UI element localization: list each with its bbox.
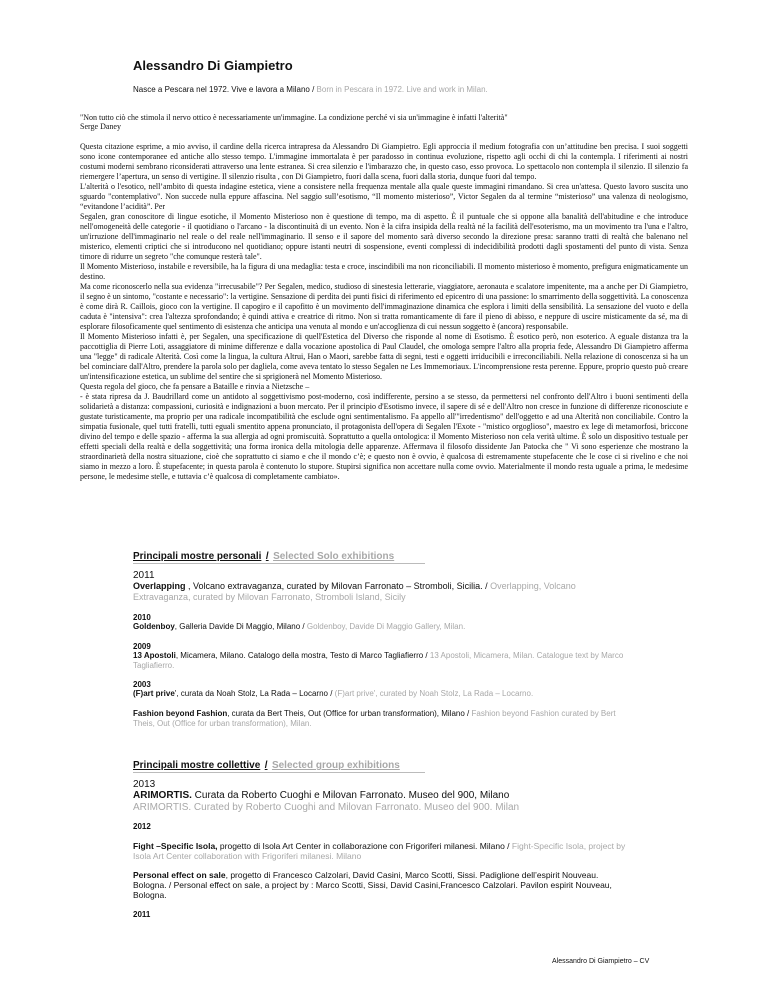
exhibition-entry — [133, 841, 633, 861]
exhibition-detail-en: Goldenboy, Davide Di Maggio Gallery, Milan. — [306, 622, 466, 631]
birth-english: Born in Pescara in 1972. Live and work in Milan. — [316, 85, 488, 94]
solo-2003 — [133, 680, 633, 729]
year-label: 2009 — [133, 642, 151, 651]
group-2012-a — [133, 841, 633, 861]
page-footer: Alessandro Di Giampietro – CV — [552, 958, 650, 965]
group-title-sep: / — [264, 760, 268, 771]
essay-paragraph: - è stata ripresa da J. Baudrillard come un antidoto al soggettivismo post-moderno, così indifferente, persino a se stesso, da permettersi nel confronto dell'Altro i buoni sentimenti della solidarietà a distanza: compassioni, curiosità e indignazioni a buon mercato. Per il principio d'Esotismo invece, il sapere di sé e dell'Altro non cresce in funzione di differenze riconosciute e gustate turisticamente, ma proprio per una radicale incompatibilità che esclude ogni sentimentalismo. Fa appello all'"irredentismo" dell'oggetto e ad una Alterità non conciliabile. Contro la simpatia fusionale, quel tutti fratelli, tutti eguali smentito appena pronunciato, il protagonista dell'opera di Segalen l'Exote - "mistico orgoglioso", maestro ex lege di metamorfosi, briccone divino del tempo e delle spazio - afferma la sua allergia ad ogni promiscuità. Soprattutto a quella ontologica: il Momento Misterioso non cela verità ultime. È solo un dispositivo testuale per effetti speciali della realtà e della soggettività; una forma ironica della mitologia delle apparenze. Affermava il filosofo dissidente Jan Patocka che " Vi sono esperienze che mostrano la straordinarietà della nostra situazione, cioè che soprattutto ci siamo e che il mondo c’è; e questo non è ovvio, è qualcosa di estremamente stupefacente che le cose ci si rivelino e che noi siamo in mezzo a loro. È stupefacente; in questa parola è contenuto lo stupore. Stupirsi significa non accettare nulla come ovvio. Materialmente il mondo resta uguale a prima, le medesime persone, le medesime stelle, e tuttavia c’è qualcosa di completamente cambiato». — [80, 392, 688, 481]
group-title-en: Selected group exhibitions — [271, 760, 400, 771]
essay-paragraph: Questa regola del gioco, che fa pensare a Bataille e rinvia a Nietzsche – — [80, 382, 310, 391]
birth-line — [133, 85, 653, 94]
exhibition-detail-en: Fight-Specific Isola, project by Isola Art Center collaboration with Frigoriferi milanesi. Milano — [133, 841, 626, 861]
birth-italian: Nasce a Pescara nel 1972. Vive e lavora a Milano / — [133, 85, 315, 94]
divider — [133, 563, 425, 564]
exhibition-title: 13 Apostoli — [133, 651, 176, 660]
solo-2010 — [133, 613, 633, 632]
essay-paragraph: Questa citazione esprime, a mio avviso, il cardine della ricerca intrapresa da Alessandro Di Giampietro. Egli approccia il medium fotografia con un’attitudine ben precisa. I suoi soggetti sono icone contemporanee ed antiche allo stesso tempo. L'immagine immortalata è per paradosso in continua evoluzione, rispetto agli occhi di chi la contempla. I riferimenti ai nostri costumi moderni sembrano riconsiderati attraverso una lente estranea. Si crea silenzio e l'imbarazzo che, in questo caso, esso provoca. Lo spettacolo non contempla il silenzio. Il silenzio fa riemergere l’apertura, un senso di vertigine. Il silenzio risulta , con Di Giampietro, fuori dalla scena, fuori dalla storia, dunque fuori dal tempo. — [80, 142, 688, 181]
year-label: 2012 — [133, 822, 151, 831]
exhibition-title: Overlapping — [133, 581, 186, 591]
exhibition-entry — [133, 622, 633, 632]
exhibition-detail-en: Overlapping, Volcano Extravaganza, curated by Milovan Farronato, Stromboli Island, Sicily — [133, 581, 576, 602]
group-2012 — [133, 822, 633, 831]
exhibition-detail-en: ARIMORTIS. Curated by Roberto Cuoghi and Milovan Farronato. Museo del 900. Milan — [133, 802, 520, 813]
exhibition-detail-en: (F)art prive', curated by Noah Stolz, La Rada – Locarno. — [334, 689, 534, 698]
exhibition-entry — [133, 790, 633, 802]
exhibition-title: Fashion beyond Fashion — [133, 709, 228, 718]
exhibition-detail-it: progetto di Isola Art Center in collaborazione con Frigoriferi milanesi. Milano / — [217, 841, 512, 851]
exhibition-title: ARIMORTIS. — [133, 790, 192, 801]
exhibition-detail-it: , Micamera, Milano. Catalogo della mostra, Testo di Marco Tagliafierro / — [175, 651, 430, 660]
essay-paragraph: Il Momento Misterioso infatti è, per Segalen, una specificazione di quell'Estetica del Diverso che risponde al nome di Esotismo. È esotico però, non esoterico. A eguale distanza tra la paccottiglia di Pierre Loti, assaggiatore di minime differenze e dalla vocazione apostolica di Paul Claudel, che omologa sempre l'altro alla propria fede, Alessandro Di Giampietro afferma una "legge" di radicale Alterità. Così come la lingua, la cultura Altrui, Han o Maori, sarebbe fatta di segni, testi e oggetti irriducibili e irreconciliabili. Nella relazione di conoscenza si ha un bel cominciare dall'Altro, prendere la parola solo per dagliela, come aveva tentato lo stesso Segalen ne Les Immemoriaux. L'incomprensione resta perenne. Eppure, proprio questo può creare un'intensificazione estetica, un sublime del sentire che si sprigionerà nel Momento Misterioso. — [80, 332, 688, 381]
group-exhibitions-heading — [133, 755, 633, 773]
solo-exhibitions-heading — [133, 546, 633, 564]
divider — [133, 772, 425, 773]
essay-paragraph: Segalen, gran conoscitore di lingue esotiche, il Momento Misterioso non è questione di tempo, ma di aspetto. È il puntuale che si oppone alla banalità dell'abitudine e che introduce nell'omogeneità delle categorie - il quotidiano o l'arcano - la discontinuità di un evento. Non è la cifra insipida della realtà né la facilità dell'esoterismo, ma un movimento tra l'una e l'altro, un'irruzione dell'immaginario nel reale o del reale nell'immaginario. Il senso e il sapore del momento sarà diverso secondo la direzione presa: saranno tratti di realtà che balenano nel misterico, elementi criptici che si introducono nel quotidiano; oppure istanti neutri di sospensione, eventi complessi di indecidibilità prodotti dagli spostamenti del punto di vista. Senza timore di ridurre un segreto "che comunque resterà tale". — [80, 212, 688, 261]
exhibition-title: Fight –Specific Isola, — [133, 841, 218, 851]
exhibition-detail-en: 13 Apostoli, Micamera, Milan. Catalogue text by Marco Tagliafierro. — [133, 651, 624, 670]
year-label: 2010 — [133, 613, 151, 622]
group-2013 — [133, 779, 633, 814]
solo-title-en: Selected Solo exhibitions — [273, 551, 395, 562]
exhibition-detail-en: Fashion beyond Fashion curated by Bert Theis, Out (Office for urban transformation), Milan. — [133, 709, 616, 728]
epigraph-quote — [80, 113, 688, 131]
exhibition-entry — [133, 651, 633, 671]
exhibition-detail-it: ', curata da Noah Stolz, La Rada – Locarno / — [174, 689, 335, 698]
essay-paragraph: Ma come riconoscerlo nella sua evidenza "irrecusabile"? Per Segalen, medico, studioso di sinestesia letterarie, viaggiatore, aeronauta e scalatore impenitente, ma a anche per Di Giampietro, il segno è un sintomo, "costante e necessario": la vertigine. Sensazione di perdita dei punti fisici di riferimento ed epicentro di una passione: lo smarrimento della soggettività. La conoscenza è come dirà R. Caillois, gioco con la vertigine. Il capogiro e il capofitto è un movimento dell'immaginazione dinamica che esplora i limiti della sensibilità. La sensazione del vuoto e della caduta è "intensiva": crea l'altezza sprofondando; è quindi attiva e creatrice di ritmo. Non si tratta romanticamente di fare il pieno di abisso, e neppure di uscire misticamente da sé, ma di esplorare filosoficamente quel sentimento di esistenza che anticipa una venuta al mondo e un'accoglienza di cui nessun soggetto è (ancora) responsabile. — [80, 282, 688, 331]
essay-paragraph: L'alterità o l'esotico, nell’ambito di questa indagine estetica, viene a consistere nella frequenza mentale alla quale queste immagini rimandano. Si crea un'attesa. Questo lavoro suscita uno sguardo "contemplativo". Non succede nulla eppure affascina. Nel saggio sull’esotismo, “Il momento misterioso”, Victor Segalen da al termine “misterioso” una valenza di neologismo, “evitandone l’acidità”. Per — [80, 182, 688, 211]
artist-name: Alessandro Di Giampietro — [133, 58, 293, 73]
year-label: 2011 — [133, 910, 151, 919]
exhibition-title: Goldenboy — [133, 622, 175, 631]
exhibition-entry — [133, 709, 633, 729]
exhibition-entry — [133, 689, 633, 699]
group-2011 — [133, 910, 633, 919]
solo-title-sep: / — [265, 551, 269, 562]
exhibition-entry — [133, 870, 633, 900]
exhibition-entry — [133, 581, 633, 603]
solo-2011 — [133, 570, 633, 603]
solo-2009 — [133, 642, 633, 671]
group-title-it: Principali mostre collettive — [133, 760, 261, 771]
essay-paragraph: Il Momento Misterioso, instabile e reversibile, ha la figura di una medaglia: testa e croce, inscindibili ma non riconciliabili. Il momento misterioso è momento, prefigura enigmaticamente un destino. — [80, 262, 688, 281]
exhibition-detail-it: Curata da Roberto Cuoghi e Milovan Farronato. Museo del 900, Milano — [191, 790, 510, 801]
exhibition-detail-it: , Volcano extravaganza, curated by Milovan Farronato – Stromboli, Sicilia. / — [185, 581, 491, 591]
year-label: 2003 — [133, 680, 151, 689]
exhibition-title: Personal effect on sale — [133, 870, 226, 880]
year-label: 2013 — [133, 779, 156, 790]
quote-text: "Non tutto ciò che stimola il nervo ottico è necessariamente un'immagine. La condizione perché vi sia un'immagine è infatti l'alterità" — [80, 113, 508, 122]
group-2012-b — [133, 870, 633, 900]
exhibition-title: (F)art prive — [133, 689, 175, 698]
exhibition-detail-it: , Galleria Davide Di Maggio, Milano / — [174, 622, 307, 631]
quote-author: Serge Daney — [80, 122, 121, 131]
exhibition-detail-it: , curata da Bert Theis, Out (Office for urban transformation), Milano / — [227, 709, 472, 718]
critical-essay — [80, 142, 688, 482]
year-label: 2011 — [133, 570, 155, 581]
exhibition-detail-it: , progetto di Francesco Calzolari, David Casini, Marco Scotti, Sissi. Padiglione dell’espirit Nouveau. Bologna. / Personal effect on sale, a project by : Marco Scotti, Sissi, David Casini,Francesco Calzolari. Pavilon espirit Nouveau, Bologna. — [133, 870, 612, 900]
solo-title-it: Principali mostre personali — [133, 551, 262, 562]
